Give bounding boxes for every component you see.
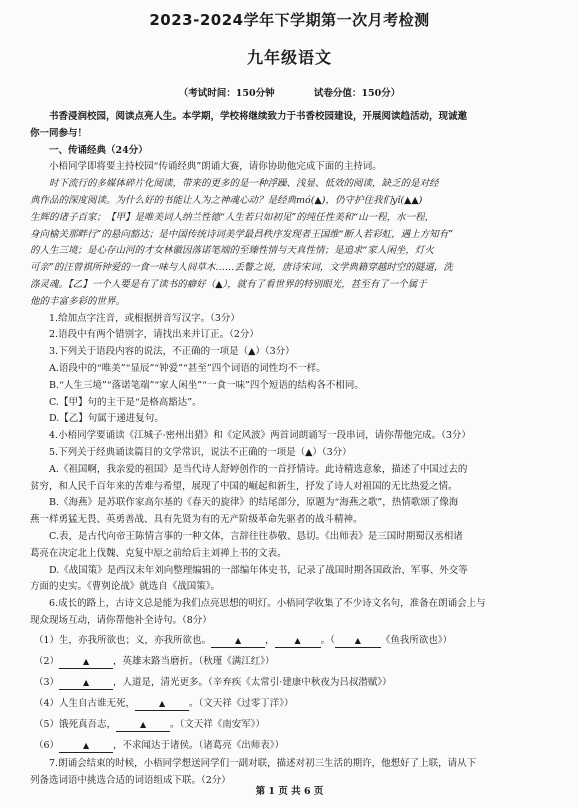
- exam-info: [0, 85, 579, 99]
- text-line: 6.成长的路上，古诗文总是能为我们点亮思想的明灯。小梧同学收集了不少诗文名句，准备在朗诵会上与: [49, 598, 486, 610]
- text-line: 可亲”的汪曾祺所钟爱的一食一味与人间草木……丢瞥之说，唐诗宋词，文学典籍穿越时空的隧道，洗: [30, 262, 453, 274]
- poem-fill-item: [30, 672, 556, 693]
- text-line: B.《海燕》是苏联作家高尔基的《春天的旋律》的结尾部分，原题为“海燕之歌”，热情歌颂了像海: [49, 497, 459, 509]
- poem-prefix: （3）: [34, 676, 60, 688]
- poem-fill-item: [30, 693, 556, 714]
- text-line: 5.下列关于经典诵读篇目的文学常识，说法不正确的一项是（▲）（3分）: [49, 446, 352, 458]
- text-line: 生辉的诸子百家；【甲】是唯美词人纳兰性德“人生若只如初见”的纯任性美和“山一程，水一程，: [30, 211, 435, 223]
- text-line: 现众现场互动，请你帮他补全诗句。（8分）: [30, 614, 212, 626]
- text-line: 的人生三境；是心存山河的才女林徽因落诺笔端的至臻性情与天真性情；是追求“家人闲坐，灯火: [30, 245, 434, 257]
- text-line: 2.语段中有两个错别字，请找出来并订正。（2分）: [49, 329, 259, 341]
- poem-prefix: （5）饿死真吾志，: [34, 718, 117, 730]
- text-line: 典作品的深度阅读。为什么好的书能让人为之神魂心动？是经典mó(▲)，仍守护住我们yǐ(▲▲): [30, 194, 423, 206]
- text-line: 你一同参与！: [30, 127, 88, 139]
- text-line: A.语段中的“唯美”“显辰”“钟爱”“甚至”四个词语的词性均不一样。: [49, 362, 326, 374]
- text-line: 燕一样勇猛无畏、英勇善战、具有先贤为有的无产阶级革命先驱者的战斗精神。: [30, 514, 363, 526]
- text-line: B.“人生三境”“落诺笔端”“家人闲坐”“一食一味”四个短语的结构各不相同。: [49, 379, 364, 391]
- text-line: 4.小梧同学要诵读《江城子·密州出猎》和《定风波》两首词朗诵写一段串词，请你帮他完成。（3分）: [49, 430, 471, 442]
- exam-title: 2023-2024学年下学期第一次月考检测: [149, 11, 430, 29]
- answer-blank[interactable]: ▲: [59, 677, 113, 690]
- text-line: C.表，是古代向帝王陈情言事的一种文体，言辞往往恭敬、恳切。《出师表》是三国时期蜀汉丞相诸: [49, 530, 463, 542]
- text-line: 3.下列关于语段内容的说法，不正确的一项是（▲）（3分）: [49, 346, 295, 358]
- exam-time: （考试时间：150分钟: [178, 88, 275, 99]
- answer-blank[interactable]: ▲: [59, 656, 113, 669]
- answer-blank[interactable]: ▲: [211, 635, 265, 648]
- page-number: 第 1 页 共 6 页: [255, 786, 324, 797]
- poem-middle: ，不求闻达于诸侯。（诸葛亮《出师表》）: [113, 739, 285, 751]
- poem-middle: ，: [265, 634, 275, 646]
- answer-blank[interactable]: ▲: [335, 635, 381, 648]
- subject-title: 九年级语文: [246, 48, 332, 67]
- answer-blank[interactable]: ▲: [59, 740, 113, 753]
- text-line: 7.朗诵会结束的时候，小梧同学想送同学们一副对联，描述对初三生活的期许，他想好了上联，请从下: [49, 757, 477, 769]
- poem-fill-item: [30, 714, 556, 735]
- text-line: 1.给加点字注音，或根据拼音写汉字。（3分）: [49, 312, 240, 324]
- text-line: 小梧同学即将要主持校园“传诵经典”朗诵大赛，请你协助他完成下面的主持词。: [49, 161, 382, 173]
- text-line: A.《祖国啊，我亲爱的祖国》是当代诗人舒婷创作的一首抒情诗。此诗精选意象，描述了中国过去的: [49, 463, 468, 475]
- text-line: 方面的史实。《曹刿论战》就选自《战国策》。: [30, 581, 221, 593]
- text-line: 涤灵魂。【乙】一个人要是有了读书的癖好（▲），就有了看世界的特别眼光，甚至有了一个属于: [30, 278, 427, 290]
- poem-prefix: （1）生，亦我所欲也；义，亦我所欲也。: [34, 634, 212, 646]
- exam-body: [30, 109, 556, 789]
- text-line: D.【乙】句属于递进复句。: [49, 413, 164, 425]
- poem-fill-item: [30, 651, 556, 672]
- poem-middle: 。（文天祥《南安军》）: [170, 718, 266, 730]
- text-line: 身向榆关那畔行”的悬向豁达；是中国传统诗词美学最昌秩序发现者王国维“断人若彩虹，遇上方知有”: [30, 228, 454, 240]
- text-line: 列备选词语中挑选合适的词语组成下联。（2分）: [30, 774, 231, 786]
- poem-middle: ，人道是，清光更多。（辛弃疾《太常引·建康中秋夜为吕叔潜赋》）: [113, 676, 392, 688]
- text-line: D.《战国策》是西汉末年刘向整理编辑的一部编年体史书，记录了战国时期各国政治、军事、外交等: [49, 564, 468, 576]
- answer-blank[interactable]: ▲: [135, 698, 189, 711]
- poem-prefix: （2）: [34, 655, 60, 667]
- answer-blank[interactable]: ▲: [275, 635, 321, 648]
- poem-prefix: （6）: [34, 739, 60, 751]
- exam-score: 试卷分值：150分）: [313, 88, 401, 99]
- text-line: 一、传诵经典（24分）: [49, 144, 148, 156]
- text-line: 贫穷，和人民千百年来的苦难与希望，展现了中国的崛起和新生，抒发了诗人对祖国的无比热爱之情。: [30, 480, 458, 492]
- text-line: C.【甲】句的主干是“是格高豁达”。: [49, 396, 202, 408]
- poem-source: 《鱼我所欲也》）: [380, 634, 453, 646]
- answer-blank[interactable]: ▲: [116, 719, 170, 732]
- text-line: 葛亮在决定北上伐魏、克复中原之前给后主刘禅上书的文表。: [30, 547, 287, 559]
- poem-fill-item: [30, 735, 556, 756]
- text-line: 时下流行的多媒体碎片化阅读，带来的更多的是一种浮躁、浅显、低效的阅读，缺乏的是对经: [49, 178, 439, 190]
- poem-middle: ，英雄末路当磨折。（秋瑾《满江红》）: [113, 655, 275, 667]
- text-line: 书香浸润校园，阅读点亮人生。本学期，学校将继续致力于书香校园建设，开展阅读趋活动，现诚邀: [49, 111, 468, 122]
- text-line: 他的丰富多彩的世界。: [30, 295, 126, 307]
- poem-middle: 。（文天祥《过零丁洋》）: [189, 697, 294, 709]
- poem-suffix: 。（: [320, 634, 335, 646]
- poem-prefix: （4）人生自古谁无死，: [34, 697, 136, 709]
- poem-fill-item: [30, 630, 556, 651]
